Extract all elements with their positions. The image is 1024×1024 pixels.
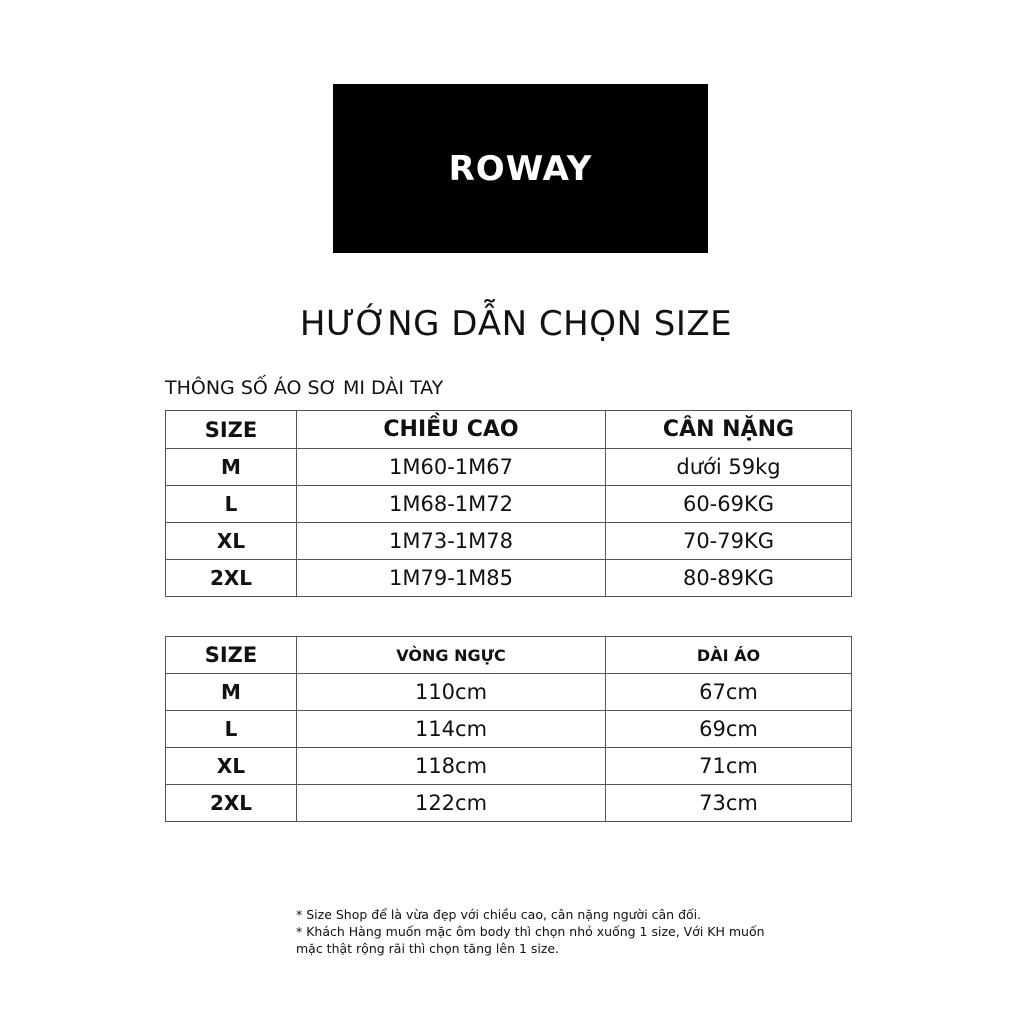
height-cell: 1M79-1M85 <box>297 560 606 597</box>
header-height: CHIỀU CAO <box>297 411 606 449</box>
weight-cell: 60-69KG <box>606 486 852 523</box>
brand-name: ROWAY <box>448 148 593 189</box>
length-cell: 73cm <box>606 785 852 822</box>
note-line: * Size Shop để là vừa đẹp với chiều cao, cân nặng người cân đối. <box>296 907 702 922</box>
size-cell: M <box>166 449 297 486</box>
length-cell: 67cm <box>606 674 852 711</box>
table-row <box>166 523 852 560</box>
table-header-row <box>166 411 852 449</box>
header-size: SIZE <box>166 637 297 674</box>
brand-logo <box>333 84 708 253</box>
size-cell: 2XL <box>166 560 297 597</box>
height-cell: 1M68-1M72 <box>297 486 606 523</box>
size-cell: L <box>166 711 297 748</box>
page-title: HƯỚNG DẪN CHỌN SIZE <box>299 304 733 344</box>
table-row <box>166 449 852 486</box>
table-row <box>166 785 852 822</box>
size-cell: XL <box>166 748 297 785</box>
height-weight-table <box>165 410 852 597</box>
size-cell: 2XL <box>166 785 297 822</box>
header-size: SIZE <box>166 411 297 449</box>
length-cell: 71cm <box>606 748 852 785</box>
header-weight: CÂN NẶNG <box>606 411 852 449</box>
size-notes <box>296 906 765 957</box>
header-length: DÀI ÁO <box>606 637 852 674</box>
note-line: * Khách Hàng muốn mặc ôm body thì chọn nhỏ xuống 1 size, Với KH muốn <box>296 924 765 939</box>
header-chest: VÒNG NGỰC <box>297 637 606 674</box>
chest-cell: 122cm <box>297 785 606 822</box>
table-subtitle: THÔNG SỐ ÁO SƠ MI DÀI TAY <box>165 377 444 399</box>
note-line: mặc thật rộng rãi thì chọn tăng lên 1 size. <box>296 941 560 956</box>
size-cell: XL <box>166 523 297 560</box>
table-row <box>166 674 852 711</box>
table-row <box>166 748 852 785</box>
chest-cell: 118cm <box>297 748 606 785</box>
chest-cell: 114cm <box>297 711 606 748</box>
weight-cell: 70-79KG <box>606 523 852 560</box>
weight-cell: dưới 59kg <box>606 449 852 486</box>
size-cell: L <box>166 486 297 523</box>
table-row <box>166 486 852 523</box>
table-row <box>166 560 852 597</box>
table-header-row <box>166 637 852 674</box>
size-cell: M <box>166 674 297 711</box>
length-cell: 69cm <box>606 711 852 748</box>
height-cell: 1M60-1M67 <box>297 449 606 486</box>
table-row <box>166 711 852 748</box>
chest-length-table <box>165 636 852 822</box>
chest-cell: 110cm <box>297 674 606 711</box>
weight-cell: 80-89KG <box>606 560 852 597</box>
height-cell: 1M73-1M78 <box>297 523 606 560</box>
